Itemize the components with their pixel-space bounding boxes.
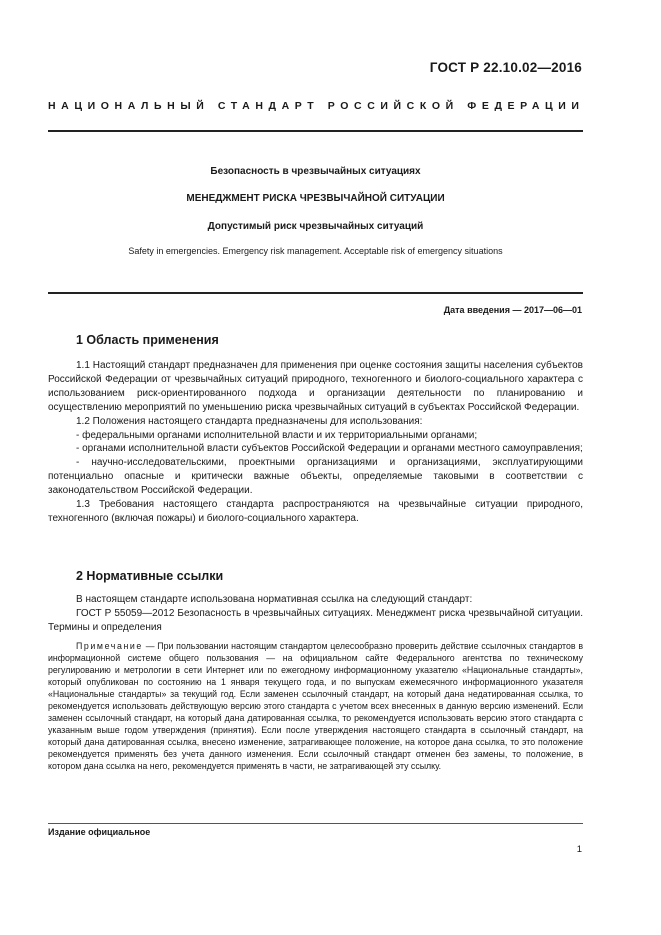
paragraph-1-2: 1.2 Положения настоящего стандарта предназначены для использования:: [76, 415, 423, 427]
bottom-rule: [48, 823, 583, 824]
paragraph-1-3: 1.3 Требования настоящего стандарта распространяются на чрезвычайные ситуации природного, техногенного (включая пожары) и биолого-социального характера.: [48, 499, 583, 524]
section-2-body: [48, 593, 583, 635]
official-edition-label: Издание официальное: [48, 827, 151, 837]
national-standard-banner: НАЦИОНАЛЬНЫЙ СТАНДАРТ РОССИЙСКОЙ ФЕДЕРАЦИИ: [48, 100, 585, 112]
page-number: 1: [576, 844, 582, 855]
paragraph-2-2: ГОСТ Р 55059—2012 Безопасность в чрезвычайных ситуациях. Менеджмент риска чрезвычайной ситуации. Термины и определения: [48, 607, 583, 633]
introduction-date: Дата введения — 2017—06—01: [443, 305, 582, 315]
title-line-2: МЕНЕДЖМЕНТ РИСКА ЧРЕЗВЫЧАЙНОЙ СИТУАЦИИ: [186, 193, 445, 204]
title-line-1: Безопасность в чрезвычайных ситуациях: [210, 166, 421, 177]
note-text: — При пользовании настоящим стандартом целесообразно проверить действие ссылочных стандартов в информационной системе общего пользования — на официальном сайте Федерального агентства по техническому регулированию и метрологии в сети Интернет или по ежегодному информационному указателю «Национальные стандарты», который опубликован по состоянию на 1 января текущего года, и по выпускам ежемесячного информационного указателя «Национальные стандарты» за текущий год. Если заменен ссылочный стандарт, на который дана недатированная ссылка, то рекомендуется использовать действующую версию этого стандарта с учетом всех внесенных в данную версию изменений. Если заменен ссылочный стандарт, на который дана датированная ссылка, то рекомендуется использовать версию этого стандарта с указанным выше годом утверждения (принятия). Если после утверждения настоящего стандарта в ссылочный стандарт, на который дана датированная ссылка, внесено изменение, затрагивающее положение, на которое дана ссылка, то это положение рекомендуется применять без учета данного изменения. Если ссылочный стандарт отменен без замены, то положение, в котором дана ссылка на него, рекомендуется применять в части, не затрагивающей эту ссылку.: [48, 641, 583, 771]
note-label: Примечание: [76, 641, 143, 651]
bullet-3: - научно-исследовательскими, проектными организациями и организациями, эксплуатирующими потенциально опасные и критически важные объекты, определяемые таковыми в соответствии с законодательством Российской Федерации.: [48, 457, 583, 497]
document-number: ГОСТ Р 22.10.02—2016: [429, 60, 582, 75]
section-1-body: [48, 359, 583, 526]
paragraph-2-1: В настоящем стандарте использована нормативная ссылка на следующий стандарт:: [76, 594, 473, 605]
section-1-heading: 1 Область применения: [76, 333, 219, 347]
top-rule: [48, 130, 583, 132]
note-block: [48, 640, 583, 772]
title-line-3: Допустимый риск чрезвычайных ситуаций: [207, 221, 424, 232]
title-english: Safety in emergencies. Emergency risk management. Acceptable risk of emergency situations: [128, 246, 503, 256]
section-2-heading: 2 Нормативные ссылки: [76, 569, 224, 583]
middle-rule: [48, 292, 583, 294]
note-paragraph: [48, 640, 583, 772]
bullet-2: - органами исполнительной власти субъектов Российской Федерации и органами местного самоуправления;: [76, 443, 583, 455]
bullet-1: - федеральными органами исполнительной власти и их территориальными органами;: [76, 429, 478, 441]
paragraph-1-1: 1.1 Настоящий стандарт предназначен для применения при оценке состояния защиты населения субъектов Российской Федерации от чрезвычайных ситуаций природного, техногенного и биолого-социального характера с использованием риск-ориентированного подхода и организации деятельности по планированию и осуществлению мероприятий по уменьшению риска чрезвычайных ситуаций в субъектах Российской Федерации.: [48, 360, 583, 413]
